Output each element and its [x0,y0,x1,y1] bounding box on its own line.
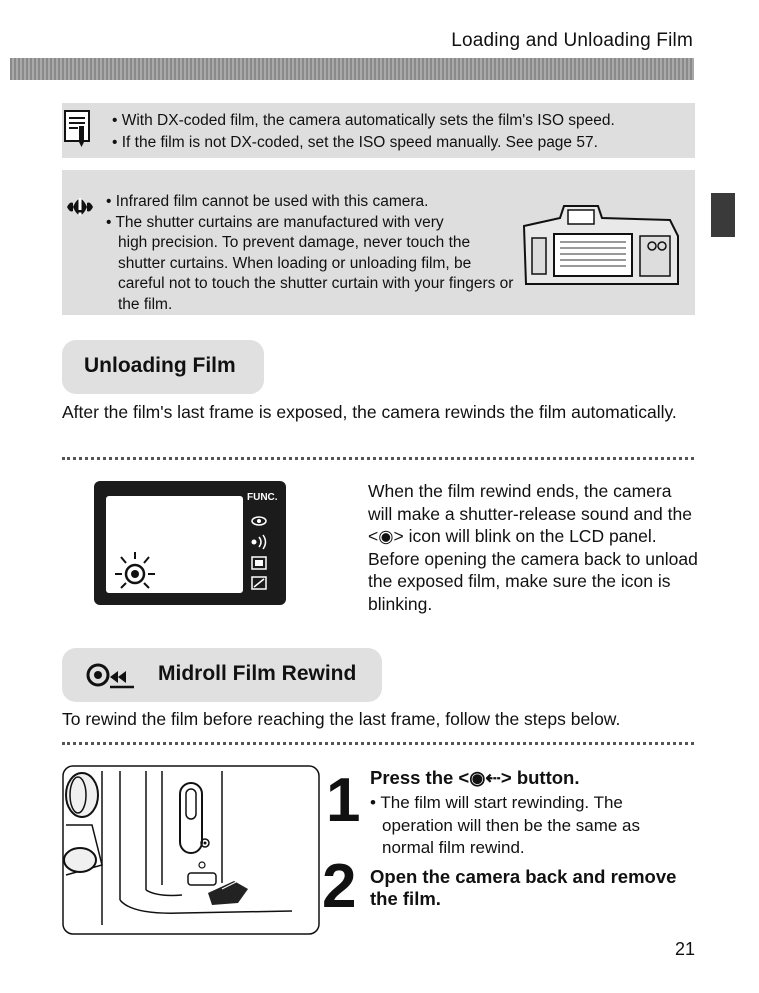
midroll-rewind-icon [86,661,138,689]
header-title: Loading and Unloading Film [451,30,693,51]
step-title: Open the camera back and remove the film. [370,866,677,909]
section-tab-marker [711,193,735,237]
unloading-description: When the film rewind ends, the camera will make a shutter-release sound and the <◉> icon will blink on the LCD panel. Before opening the camera back to unload the exposed film, make sure the icon is blinking. [368,481,698,614]
blinking-film-icon [113,550,157,590]
step-number: 2 [322,852,357,921]
dotted-divider [62,457,694,460]
step-body-line: • The film will start rewinding. The [370,793,623,812]
caution-icon [66,193,94,221]
caution-text [106,192,516,315]
caution-bullet: • Infrared film cannot be used with this camera. [106,193,429,210]
section-heading-unloading [62,340,264,394]
note-bullet: • With DX-coded film, the camera automatically sets the film's ISO speed. [112,112,615,129]
section-heading-text: Midroll Film Rewind [158,662,357,685]
note-text [112,110,615,154]
step-body [370,792,690,860]
dotted-divider [62,742,694,745]
page-number: 21 [674,939,695,959]
caution-bullet: • The shutter curtains are manufactured with very [106,213,444,231]
camera-side-illustration [62,765,320,935]
midroll-intro: To rewind the film before reaching the last frame, follow the steps below. [62,709,621,729]
step-number: 1 [326,766,361,835]
camera-back-illustration [520,196,682,296]
lcd-mode-icons [250,513,272,595]
section-heading-midroll [62,648,382,702]
caution-bullet-continued: high precision. To prevent damage, never touch the shutter curtains. When loading or unloading film, be careful not to touch the shutter curtain with your fingers or the film. [118,234,514,313]
step-title: Press the <◉⇠> button. [370,767,580,788]
unloading-intro: After the film's last frame is exposed, the camera rewinds the film automatically. [62,402,677,422]
note-pencil-icon [64,110,90,148]
note-bullet: • If the film is not DX-coded, set the ISO speed manually. See page 57. [112,134,598,151]
header-bar [10,58,694,80]
lcd-func-label: FUNC. [247,492,278,503]
section-heading-text: Unloading Film [84,354,236,377]
step-body-continued: operation will then be the same as normal film rewind. [382,815,640,857]
